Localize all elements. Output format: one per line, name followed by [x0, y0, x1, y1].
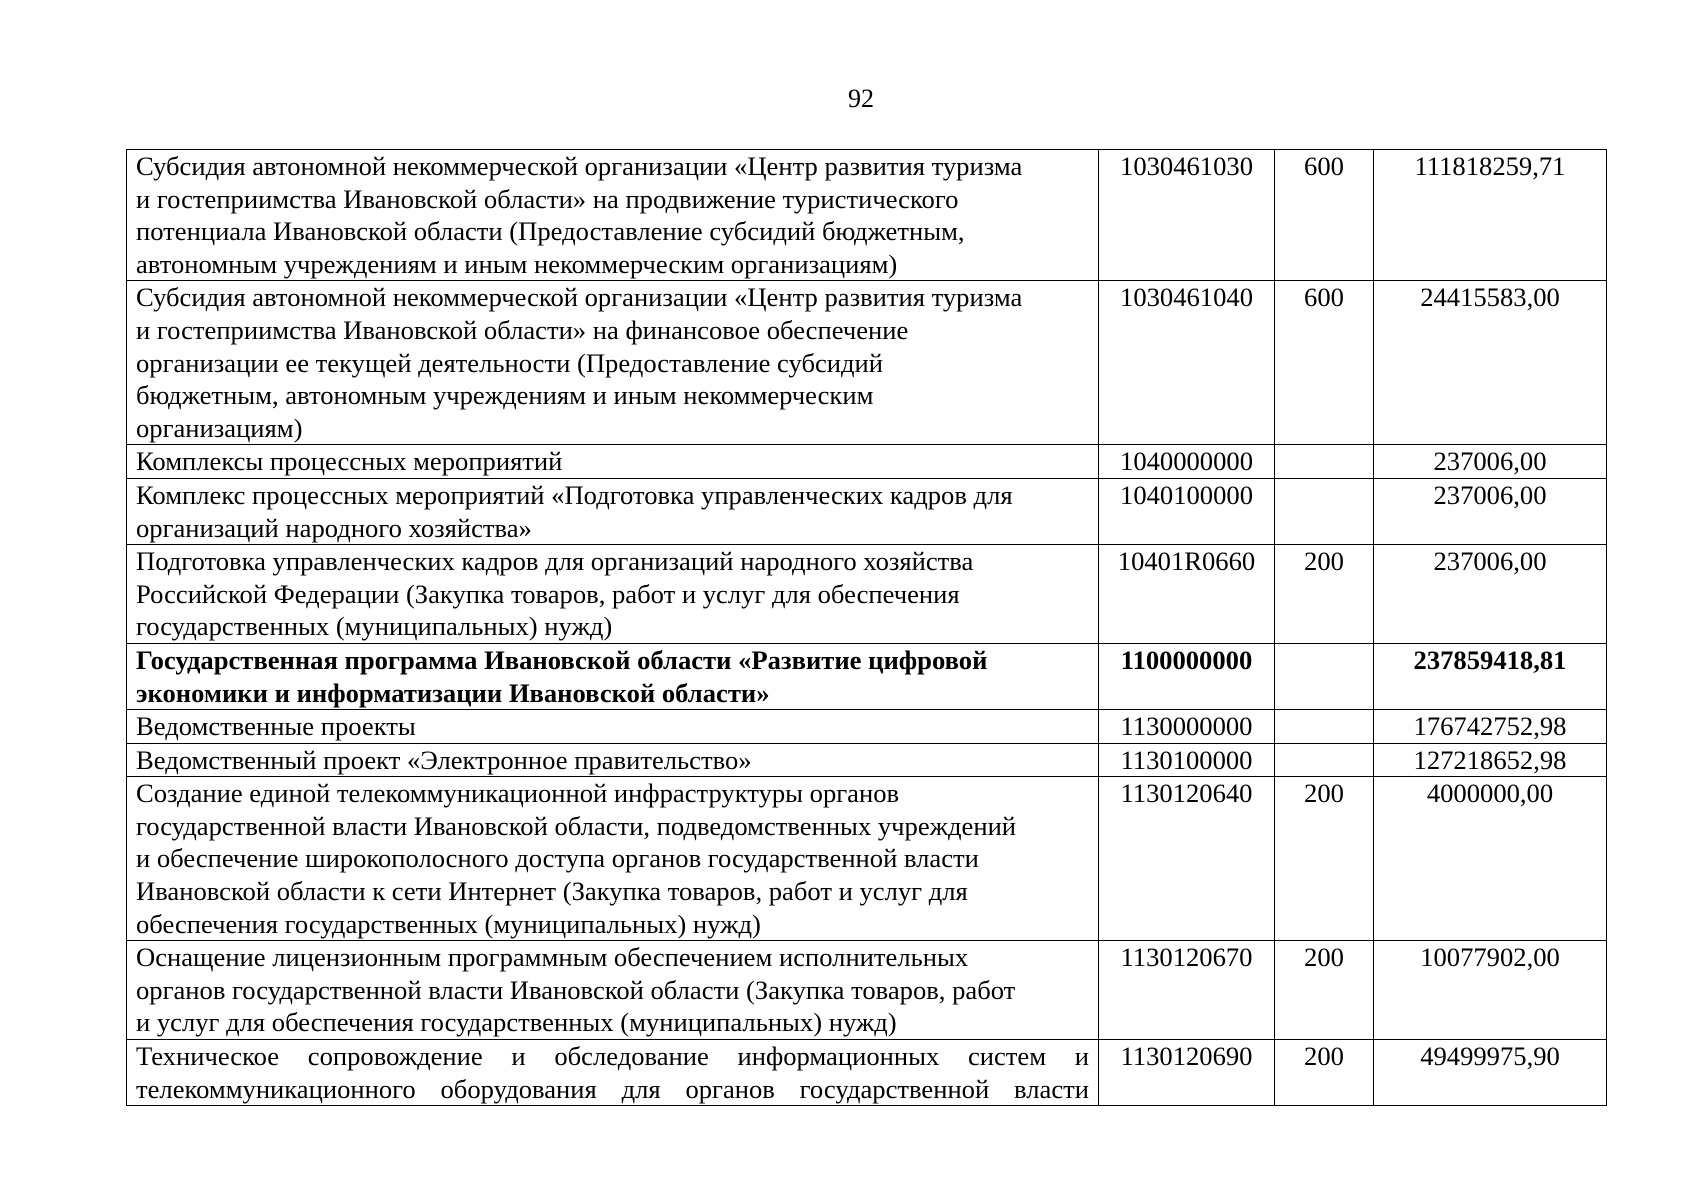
item-name-line: Создание единой телекоммуникационной инфраструктуры органов	[136, 778, 900, 809]
page-number: 92	[848, 84, 874, 113]
item-name-line: государственных (муниципальных) нужд)	[136, 611, 613, 642]
item-name-line: органов государственной власти Ивановской области (Закупка товаров, работ	[136, 974, 1016, 1005]
amount-cell: 24415583,00	[1374, 281, 1607, 445]
item-name-cell	[127, 445, 1099, 479]
item-name-line: потенциала Ивановской области (Предоставление субсидий бюджетным,	[136, 216, 965, 247]
table-row	[127, 281, 1607, 445]
target-code-cell: 1130120670	[1099, 941, 1275, 1040]
target-code-cell: 1030461030	[1099, 150, 1275, 281]
item-name-line: Государственная программа Ивановской области «Развитие цифровой	[136, 644, 988, 675]
program-total-row	[127, 643, 1607, 709]
item-name-line: и услуг для обеспечения государственных (муниципальных) нужд)	[136, 1007, 897, 1038]
expense-type-cell: 600	[1275, 150, 1374, 281]
item-name-cell	[127, 643, 1099, 709]
amount-cell: 237006,00	[1374, 445, 1607, 479]
item-name-line: обеспечения государственных (муниципальных) нужд)	[136, 908, 761, 939]
expense-type-cell: 600	[1275, 281, 1374, 445]
table-row	[127, 1040, 1607, 1106]
expense-type-cell	[1275, 445, 1374, 479]
item-name-line: Ведомственный проект «Электронное правительство»	[136, 744, 752, 775]
expense-type-cell	[1275, 478, 1374, 544]
item-name-line: бюджетным, автономным учреждениям и иным некоммерческим	[136, 380, 874, 411]
amount-cell: 111818259,71	[1374, 150, 1607, 281]
item-name-cell	[127, 941, 1099, 1040]
item-name-line: Техническое сопровождение и обследование информационных систем и	[136, 1041, 1089, 1072]
budget-table	[126, 149, 1607, 1106]
expense-type-cell: 200	[1275, 1040, 1374, 1106]
expense-type-cell: 200	[1275, 777, 1374, 941]
item-name-line: автономным учреждениям и иным некоммерческим организациям)	[136, 248, 898, 279]
table-row	[127, 445, 1607, 479]
table-row	[127, 545, 1607, 644]
item-name-line: Ведомственные проекты	[136, 711, 416, 742]
target-code-cell: 1130100000	[1099, 743, 1275, 777]
amount-cell: 127218652,98	[1374, 743, 1607, 777]
expense-type-cell	[1275, 710, 1374, 744]
item-name-line: Российской Федерации (Закупка товаров, работ и услуг для обеспечения	[136, 578, 960, 609]
table-row	[127, 743, 1607, 777]
table-row	[127, 941, 1607, 1040]
item-name-cell	[127, 743, 1099, 777]
item-name-line: экономики и информатизации Ивановской области»	[136, 677, 770, 708]
item-name-line: организациям)	[136, 412, 303, 443]
item-name-cell	[127, 478, 1099, 544]
target-code-cell: 1040000000	[1099, 445, 1275, 479]
amount-cell: 237859418,81	[1374, 643, 1607, 709]
table-row	[127, 777, 1607, 941]
item-name-line: Комплексы процессных мероприятий	[136, 446, 563, 477]
target-code-cell: 1100000000	[1099, 643, 1275, 709]
item-name-line: организаций народного хозяйства»	[136, 512, 532, 543]
expense-type-cell: 200	[1275, 545, 1374, 644]
expense-type-cell: 200	[1275, 941, 1374, 1040]
target-code-cell: 10401R0660	[1099, 545, 1275, 644]
item-name-cell	[127, 281, 1099, 445]
item-name-cell	[127, 710, 1099, 744]
target-code-cell: 1130000000	[1099, 710, 1275, 744]
table-row	[127, 710, 1607, 744]
amount-cell: 10077902,00	[1374, 941, 1607, 1040]
expense-type-cell	[1275, 743, 1374, 777]
target-code-cell: 1040100000	[1099, 478, 1275, 544]
amount-cell: 49499975,90	[1374, 1040, 1607, 1106]
item-name-line: Оснащение лицензионным программным обеспечением исполнительных	[136, 942, 969, 973]
expense-type-cell	[1275, 643, 1374, 709]
item-name-line: и обеспечение широкополосного доступа органов государственной власти	[136, 843, 979, 874]
item-name-line: и гостеприимства Ивановской области» на финансовое обеспечение	[136, 314, 909, 345]
item-name-line: телекоммуникационного оборудования для органов государственной власти	[136, 1073, 1089, 1104]
item-name-line: Ивановской области к сети Интернет (Закупка товаров, работ и услуг для	[136, 876, 968, 907]
target-code-cell: 1130120690	[1099, 1040, 1275, 1106]
item-name-cell	[127, 150, 1099, 281]
item-name-line: и гостеприимства Ивановской области» на продвижение туристического	[136, 183, 959, 214]
item-name-line: Комплекс процессных мероприятий «Подготовка управленческих кадров для	[136, 479, 1013, 510]
item-name-line: государственной власти Ивановской области, подведомственных учреждений	[136, 810, 1017, 841]
item-name-line: организации ее текущей деятельности (Предоставление субсидий	[136, 347, 884, 378]
amount-cell: 176742752,98	[1374, 710, 1607, 744]
table-row	[127, 150, 1607, 281]
target-code-cell: 1030461040	[1099, 281, 1275, 445]
item-name-line: Субсидия автономной некоммерческой организации «Центр развития туризма	[136, 151, 1023, 181]
item-name-cell	[127, 545, 1099, 644]
item-name-cell	[127, 1040, 1099, 1106]
item-name-cell	[127, 777, 1099, 941]
amount-cell: 4000000,00	[1374, 777, 1607, 941]
target-code-cell: 1130120640	[1099, 777, 1275, 941]
item-name-line: Субсидия автономной некоммерческой организации «Центр развития туризма	[136, 282, 1023, 313]
amount-cell: 237006,00	[1374, 545, 1607, 644]
amount-cell: 237006,00	[1374, 478, 1607, 544]
table-row	[127, 478, 1607, 544]
item-name-line: Подготовка управленческих кадров для организаций народного хозяйства	[136, 546, 974, 577]
